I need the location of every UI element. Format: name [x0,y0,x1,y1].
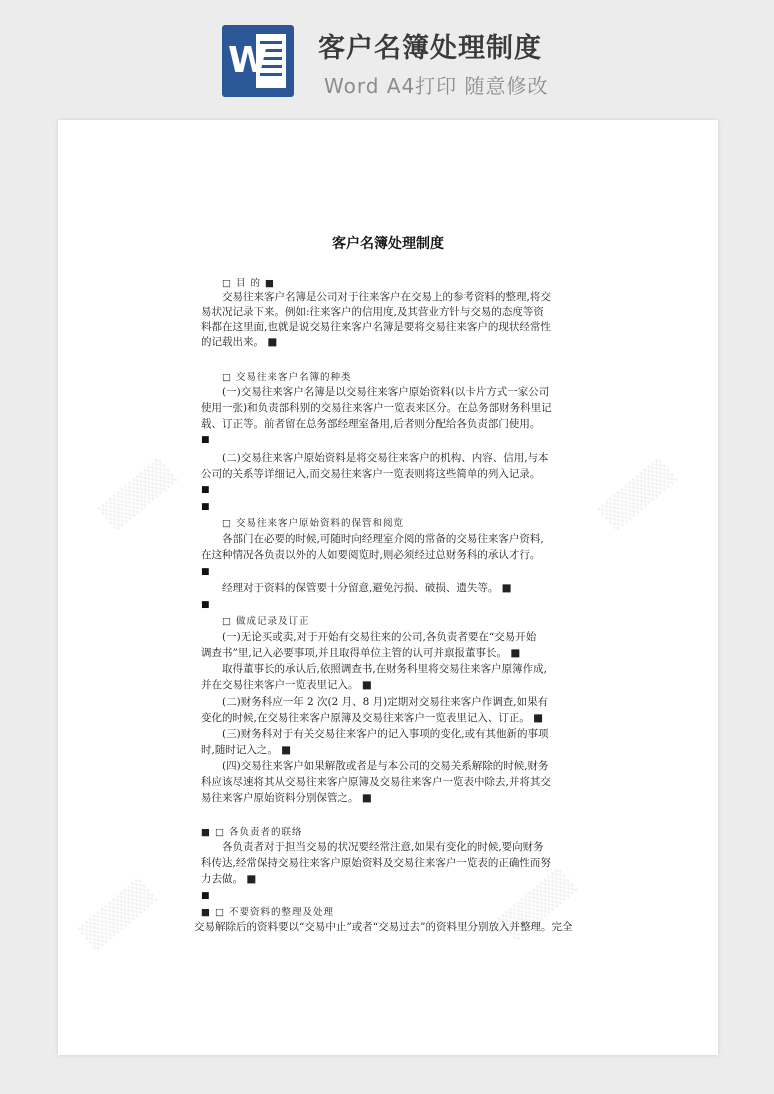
word-document-icon [222,25,294,97]
section-heading-purpose: □ 目 的 ■ [222,278,276,289]
paragraph-line: 经理对于资料的保管要十分留意,避免污损、破损、遗失等。 ■ [222,582,512,594]
paragraph-mark: ■ [201,435,210,445]
watermark-4: ▒▒▒▒ [497,867,579,943]
paragraph-line: (三)财务科对于有关交易往来客户的记入事项的变化,或有其他新的事项 [222,728,549,740]
paragraph-line: 变化的时候,在交易往来客户原簿及交易往来客户一览表里记入、订正。 ■ [201,712,544,724]
watermark-1: ▒▒▒▒ [97,457,179,533]
section-heading-disposal: ■ □ 不要资料的整理及处理 [201,907,334,918]
paragraph-mark: ■ [201,567,210,577]
paragraph-line: 科传达,经常保持交易往来客户原始资料及交易往来客户一览表的正确性而努 [201,857,551,869]
paragraph-line: 时,随时记入之。 ■ [201,744,292,756]
paragraph-line: 调查书”里,记入必要事项,并且取得单位主管的认可并禀报董事长。 ■ [201,647,521,659]
paragraph-line: 的记载出来。 ■ [201,336,278,348]
paragraph-line: 各负责者对于担当交易的状况要经常注意,如果有变化的时候,要向财务 [222,841,544,853]
paragraph-line: 载、订正等。前者留在总务部经理室备用,后者则分配给各负责部门使用。 [201,418,541,430]
paragraph-line: 取得董事长的承认后,依照调查书,在财务科里将交易往来客户原簿作成, [222,663,548,675]
word-icon-letter: W [228,40,268,81]
document-page [58,120,718,1055]
section-heading-records: □ 做成记录及订正 [222,616,310,627]
paragraph-line: 力去做。 ■ [201,873,257,885]
paragraph-mark: ■ [201,891,210,901]
banner-title: 客户名簿处理制度 [318,33,542,64]
header-banner [0,0,774,118]
paragraph-line: 公司的关系等详细记入,而交易往来客户一览表则将这些简单的列入记录。 [201,468,541,480]
paragraph-line: 料都在这里面,也就是说交易往来客户名簿是要将交易往来客户的现状经常性 [201,321,551,333]
paragraph-line: 在这种情况各负责以外的人如要阅览时,则必须经过总财务科的承认才行。 [201,549,541,561]
paragraph-line: (一)交易往来客户名簿是以交易往来客户原始资料(以卡片方式一家公司 [222,386,550,398]
paragraph-mark: ■ [201,600,210,610]
watermark-3: ▒▒▒▒ [77,877,159,953]
paragraph-line: 使用一张)和负责部科别的交易往来客户一览表来区分。在总务部财务科里记 [201,402,552,414]
paragraph-line: 并在交易往来客户一览表里记入。 ■ [201,679,372,691]
paragraph-mark: ■ [201,485,210,495]
paragraph-line: 易状况记录下来。例如:往来客户的信用度,及其营业方针与交易的态度等资 [201,306,544,318]
paragraph-mark: ■ [201,502,210,512]
watermark-2: ▒▒▒▒ [597,457,679,533]
section-heading-storage: □ 交易往来客户原始资料的保管和阅览 [222,518,404,529]
paragraph-line: 各部门在必要的时候,可随时向经理室介阅的常备的交易往来客户资料, [222,533,544,545]
section-heading-liaison: ■ □ 各负责者的联络 [201,827,303,838]
paragraph-line: (二)财务科应一年 2 次(2 月、8 月)定期对交易往来客户作调查,如果有 [222,696,549,708]
paragraph-line: (二)交易往来客户原始资料是将交易往来客户的机构、内容、信用,与本 [222,452,549,464]
paragraph-line: (四)交易往来客户如果解散或者是与本公司的交易关系解除的时候,财务 [222,760,549,772]
paragraph-line: 交易解除后的资料要以“交易中止”或者“交易过去”的资料里分别放入并整理。完全 [194,921,573,933]
paragraph-line: 科应该尽速将其从交易往来客户原簿及交易往来客户一览表中除去,并将其交 [201,776,551,788]
banner-subtitle: Word A4打印 随意修改 [324,74,549,98]
paragraph-line: (一)无论买或卖,对于开始有交易往来的公司,各负责者要在“交易开始 [222,631,537,643]
document-title: 客户名簿处理制度 [332,236,444,252]
paragraph-line: 易往来客户原始资料分别保管之。 ■ [201,792,372,804]
section-heading-types: □ 交易往来客户名簿的种类 [222,372,352,383]
paragraph-line: 交易往来客户名簿是公司对于往来客户在交易上的参考资料的整理,将交 [222,291,551,303]
